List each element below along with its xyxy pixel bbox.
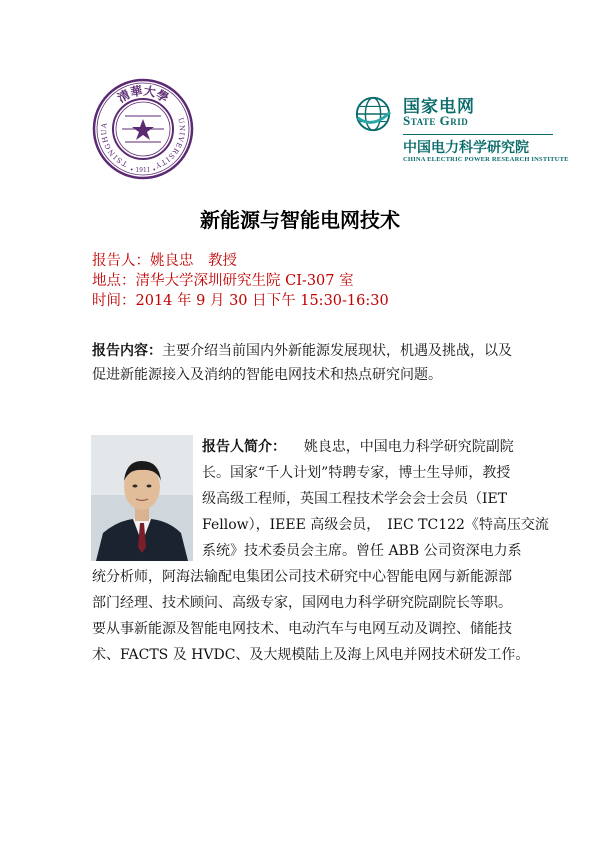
seal-year: 1911	[135, 167, 151, 174]
bio-label: 报告人简介：	[202, 439, 286, 455]
bio-line: 级高级工程师，英国工程技术学会会士会员（IET	[202, 491, 508, 507]
time-info: 时间：2014 年 9 月 30 日下午 15:30-16:30	[92, 293, 389, 309]
cepri-name-cn: 中国电力科学研究院	[403, 140, 529, 156]
bio-line	[202, 436, 514, 456]
page-title: 新能源与智能电网技术	[200, 208, 400, 232]
cepri-name-en: CHINA ELECTRIC POWER RESEARCH INSTITUTE	[403, 156, 569, 163]
bio-line-text: 姚良忠，中国电力科学研究院副院	[303, 439, 514, 455]
tsinghua-university-seal	[92, 78, 194, 180]
bio-line: 部门经理、技术顾问、高级专家，国网电力科学研究院副院长等职。	[92, 595, 512, 611]
state-grid-globe-icon	[354, 95, 392, 133]
seal-left-text: TSINGHUA	[100, 121, 129, 168]
bio-line: 统分析师，阿海法输配电集团公司技术研究中心智能电网与新能源部	[92, 569, 512, 585]
logo-divider	[403, 134, 553, 135]
bio-line: 术、FACTS 及 HVDC、及大规模陆上及海上风电并网技术研发工作。	[92, 647, 530, 663]
report-content	[92, 339, 522, 387]
speaker-info: 报告人：姚良忠 教授	[92, 253, 237, 269]
report-content-text: 主要介绍当前国内外新能源发展现状，机遇及挑战，以及促进新能源接入及消纳的智能电网技术和热点研究问题。	[92, 343, 512, 383]
seal-right-text: UNIVERSITY	[153, 116, 186, 170]
bio-line: 要从事新能源及智能电网技术、电动汽车与电网互动及调控、储能技	[92, 621, 512, 637]
seal-top-text: 清華大學	[115, 83, 171, 106]
bio-line: Fellow），IEEE 高级会员， IEC TC122《特高压交流	[202, 517, 549, 533]
speaker-photo	[91, 435, 193, 561]
bio-line: 长。国家“千人计划”特聘专家，博士生导师，教授	[202, 465, 511, 481]
bio-line: 系统》技术委员会主席。曾任 ABB 公司资深电力系	[202, 543, 522, 559]
report-content-label: 报告内容：	[92, 343, 162, 359]
svg-text:• 1911 •: • 1911 •	[129, 167, 157, 174]
state-grid-name-en: State Grid	[403, 113, 469, 128]
location-info: 地点：清华大学深圳研究生院 CI-307 室	[92, 273, 354, 289]
state-grid-name-cn: 国家电网	[403, 97, 475, 117]
